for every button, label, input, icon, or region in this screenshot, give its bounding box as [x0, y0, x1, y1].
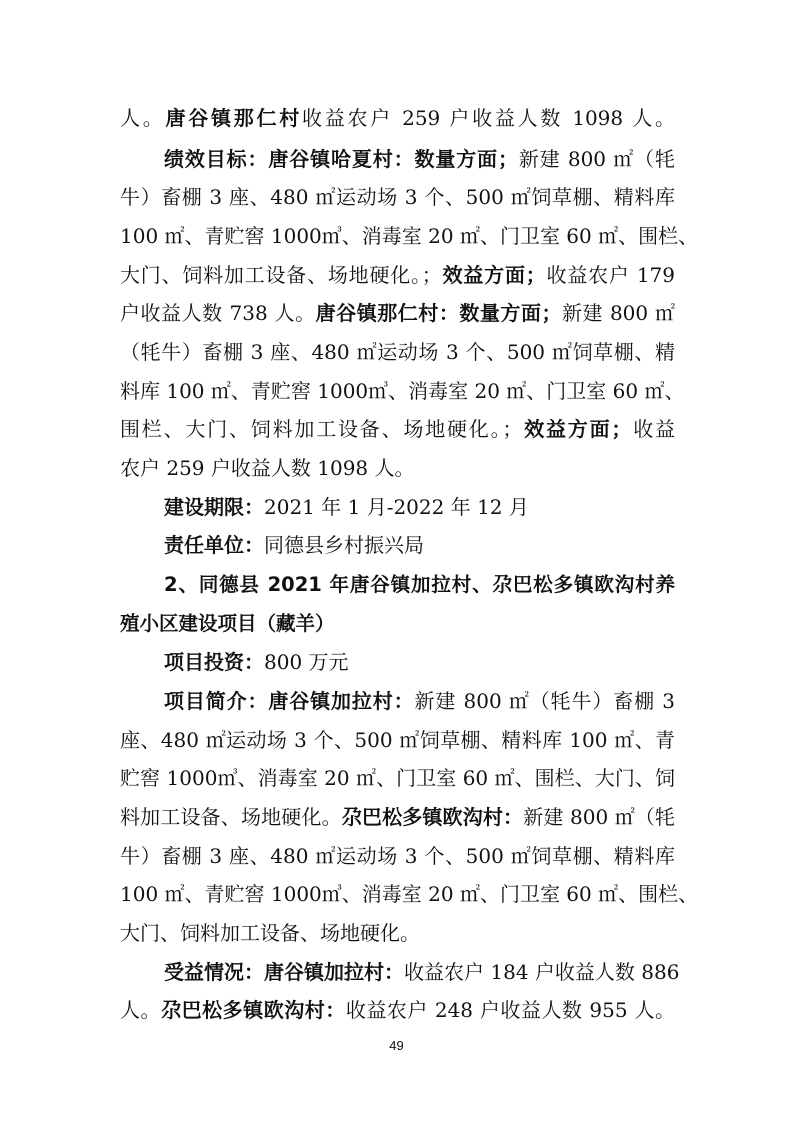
- bold-label: 受益情况：: [164, 960, 264, 984]
- text-run: 料加工设备、场地硬化。: [120, 805, 342, 829]
- section-heading: [120, 565, 675, 605]
- text-line: [120, 758, 675, 798]
- bold-label: 数量方面；: [459, 301, 562, 325]
- bold-label: 唐谷镇哈夏村：: [268, 147, 415, 171]
- text-line: [120, 487, 675, 527]
- text-run: 收益农户 179: [545, 263, 676, 287]
- text-run: 新建 800 ㎡（牦: [523, 805, 676, 829]
- text-run: 人。: [120, 106, 166, 130]
- text-line: [120, 913, 675, 953]
- section-heading: [120, 604, 675, 644]
- bold-label: 唐谷镇加拉村：: [268, 689, 415, 713]
- text-run: 户收益人数 738 人。: [120, 301, 316, 325]
- text-run: 100 ㎡、青贮窖 1000㎥、消毒室 20 ㎡、门卫室 60 ㎡、围栏、: [120, 882, 699, 906]
- text-line: [120, 448, 675, 488]
- text-run: 100 ㎡、青贮窖 1000㎥、消毒室 20 ㎡、门卫室 60 ㎡、围栏、: [120, 224, 699, 248]
- text-line: [120, 177, 675, 217]
- text-run: 贮窖 1000㎥、消毒室 20 ㎡、门卫室 60 ㎡、围栏、大门、饲: [120, 766, 675, 790]
- text-line: [120, 332, 675, 372]
- text-run: 牛）畜棚 3 座、480 ㎡运动场 3 个、500 ㎡饲草棚、精料库: [120, 185, 675, 209]
- text-line: [120, 952, 680, 992]
- text-run: （牦牛）畜棚 3 座、480 ㎡运动场 3 个、500 ㎡饲草棚、精: [120, 340, 675, 364]
- text-line: [120, 525, 675, 565]
- text-run: 2、同德县 2021 年唐谷镇加拉村、尕巴松多镇欧沟村养: [164, 573, 675, 596]
- bold-label: 效益方面；: [522, 417, 632, 441]
- text-line: [120, 681, 675, 721]
- page-number: 49: [389, 1038, 404, 1053]
- text-line: [120, 255, 675, 295]
- text-run: 大门、饲料加工设备、场地硬化。: [120, 921, 420, 945]
- text-run: 收益农户 184 户收益人数 886: [404, 960, 680, 984]
- text-run: 殖小区建设项目（藏羊）: [120, 612, 335, 635]
- text-line: [120, 797, 675, 837]
- text-line: [120, 371, 685, 411]
- text-run: 800 万元: [264, 650, 349, 674]
- text-run: 2021 年 1 月-2022 年 12 月: [264, 495, 529, 519]
- text-run: 围栏、大门、饲料加工设备、场地硬化。；: [120, 417, 523, 441]
- text-run: 座、480 ㎡运动场 3 个、500 ㎡饲草棚、精料库 100 ㎡、青: [120, 728, 675, 752]
- text-run: 大门、饲料加工设备、场地硬化。；: [120, 263, 442, 287]
- text-run: 料库 100 ㎡、青贮窖 1000㎥、消毒室 20 ㎡、门卫室 60 ㎡、: [120, 379, 685, 403]
- text-run: 牛）畜棚 3 座、480 ㎡运动场 3 个、500 ㎡饲草棚、精料库: [120, 844, 675, 868]
- bold-label: 项目投资：: [164, 650, 264, 674]
- text-line: [120, 990, 675, 1030]
- bold-label: 项目简介：: [164, 689, 269, 713]
- text-run: 同德县乡村振兴局: [264, 533, 424, 557]
- text-run: 收益农户 259 户收益人数 1098 人。: [302, 106, 675, 130]
- text-line: [120, 139, 675, 179]
- bold-label: 数量方面；: [414, 147, 518, 171]
- text-run: 农户 259 户收益人数 1098 人。: [120, 456, 415, 480]
- text-line: [120, 642, 675, 682]
- text-run: 新建 800 ㎡: [561, 301, 676, 325]
- bold-label: 尕巴松多镇欧沟村：: [341, 805, 524, 829]
- text-run: 收益农户 248 户收益人数 955 人。: [345, 998, 676, 1022]
- text-run: 收益: [631, 417, 676, 441]
- bold-label: 唐谷镇那仁村：: [315, 301, 460, 325]
- text-line: [120, 720, 675, 760]
- text-line: [120, 98, 675, 138]
- bold-label: 尕巴松多镇欧沟村：: [161, 998, 346, 1022]
- text-line: [120, 836, 675, 876]
- text-line: [120, 874, 699, 914]
- bold-label: 绩效目标：: [164, 147, 269, 171]
- bold-label: 责任单位：: [164, 533, 264, 557]
- text-run: 人。: [120, 998, 162, 1022]
- bold-label: 效益方面；: [441, 263, 546, 287]
- text-line: [120, 216, 699, 256]
- bold-label: 唐谷镇加拉村：: [264, 960, 404, 984]
- text-line: [120, 293, 675, 333]
- text-run: 新建 800 ㎡（牦牛）畜棚 3: [414, 689, 676, 713]
- text-line: [120, 409, 675, 449]
- bold-label: 唐谷镇那仁村: [165, 106, 302, 130]
- bold-label: 建设期限：: [164, 495, 264, 519]
- text-run: 新建 800 ㎡（牦: [518, 147, 676, 171]
